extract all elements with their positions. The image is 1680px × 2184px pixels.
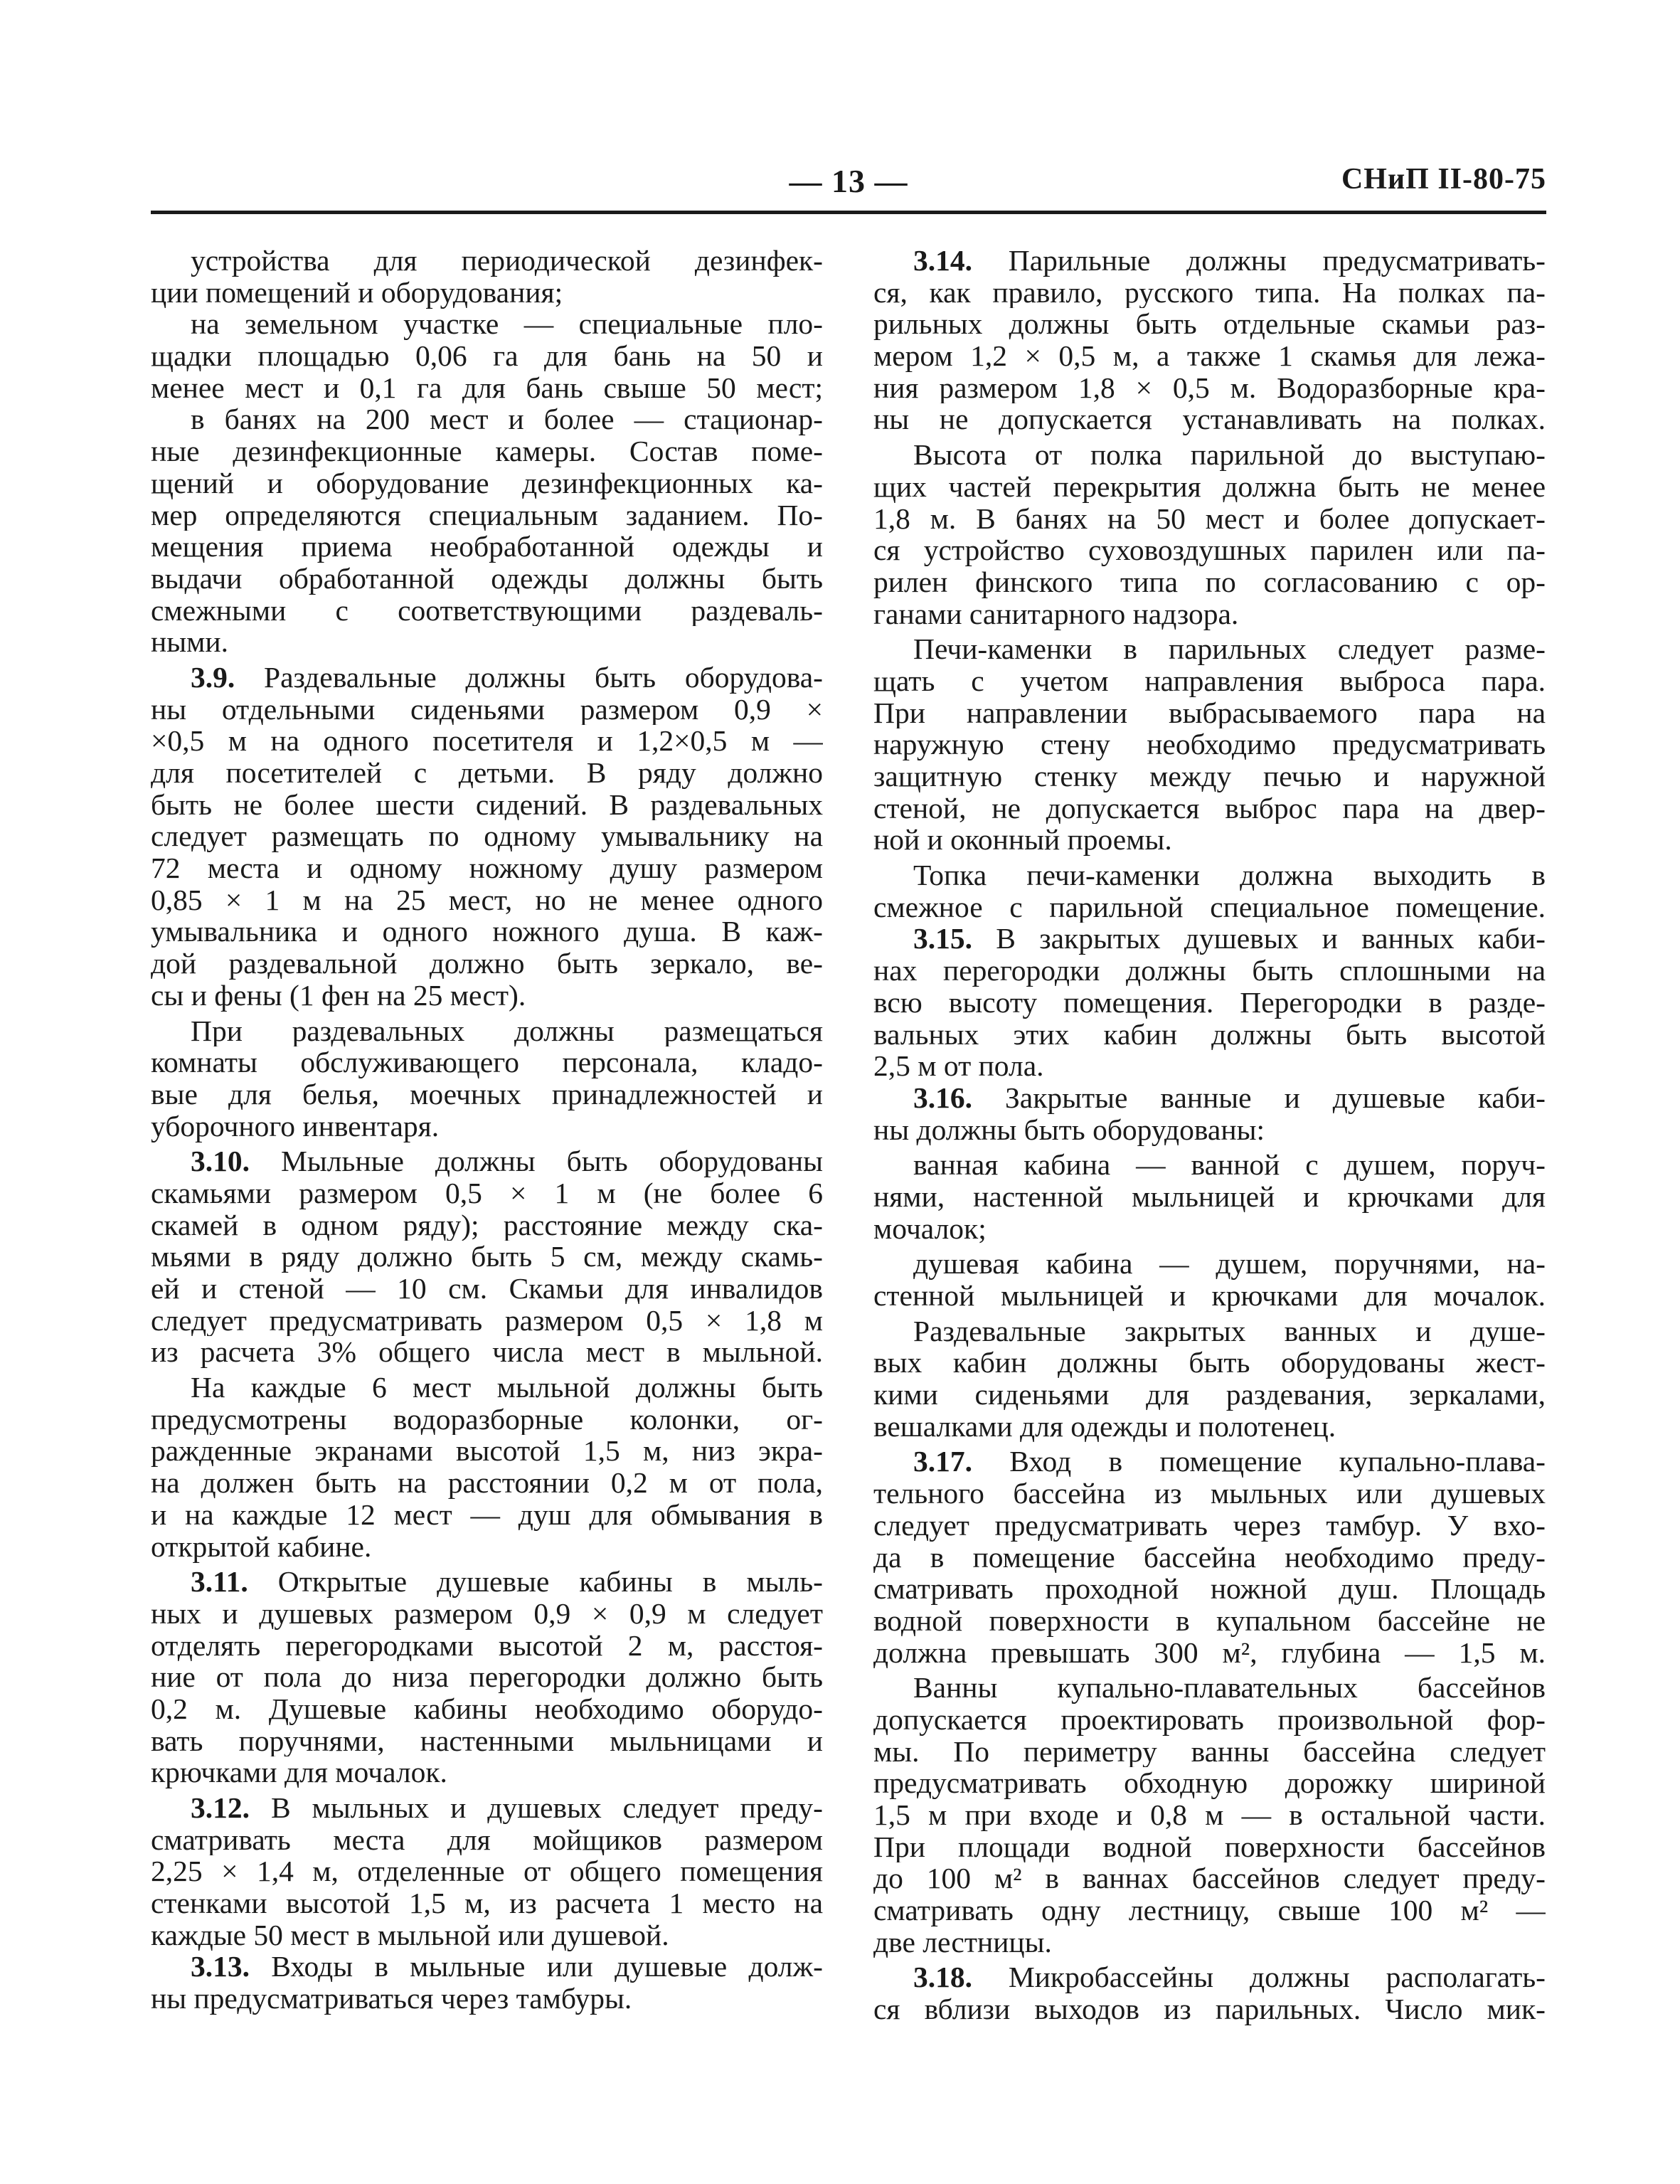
- section-number: 3.15.: [913, 923, 972, 955]
- text-line: [151, 563, 823, 595]
- line-text: На каждые 6 мест мыльной должны быть: [191, 1372, 823, 1404]
- line-text: 2,5 м от пола.: [873, 1049, 1044, 1083]
- line-text: щадки площадью 0,06 га для бань на 50 и: [151, 340, 823, 372]
- text-line: [873, 1379, 1546, 1411]
- line-text: мы. По периметру ванны бассейна следует: [873, 1735, 1546, 1768]
- text-line: [151, 1919, 823, 1951]
- line-text: При раздевальных должны размещаться: [191, 1014, 823, 1047]
- text-line: [151, 789, 823, 821]
- text-line: [151, 980, 823, 1012]
- text-line: [151, 852, 823, 884]
- section-number: 3.10.: [191, 1145, 250, 1177]
- text-line: [873, 1831, 1546, 1863]
- line-text: щений и оборудование дезинфекционных ка-: [151, 467, 823, 499]
- line-text: 0,85 × 1 м на 25 мест, но не менее одного: [151, 884, 823, 916]
- text-line: [151, 1177, 823, 1209]
- line-text: ции помещений и оборудования;: [151, 275, 563, 309]
- line-text: ся, как правило, русского типа. На полках па-: [873, 276, 1546, 309]
- text-line: [151, 1015, 823, 1047]
- text-line: [873, 1894, 1546, 1926]
- line-text: ны должны быть оборудованы:: [873, 1113, 1265, 1146]
- text-line: [873, 1736, 1546, 1768]
- line-text: ся вблизи выходов из парильных. Число мик-: [873, 1993, 1546, 2025]
- line-text: комнаты обслуживающего персонала, кладо-: [151, 1046, 823, 1078]
- text-line: [151, 308, 823, 340]
- line-text: ×0,5 м на одного посетителя и 1,2×0,5 м —: [151, 725, 823, 757]
- right-text-column: [873, 245, 1546, 2025]
- text-line: [151, 916, 823, 948]
- line-text: выдачи обработанной одежды должны быть: [151, 562, 823, 595]
- text-line: [151, 499, 823, 531]
- text-line: [873, 1672, 1546, 1704]
- page-number: — 13 —: [789, 163, 908, 199]
- line-text: следует размещать по одному умывальнику на: [151, 820, 823, 853]
- line-text: быть не более шести сидений. В раздевальных: [151, 788, 823, 821]
- line-text: ны отдельными сиденьями размером 0,9 ×: [151, 693, 823, 726]
- text-line: [151, 1693, 823, 1725]
- line-text: ны предусматриваться через тамбуры.: [151, 1982, 632, 2015]
- line-text: умывальника и одного ножного душа. В каж-: [151, 916, 823, 948]
- text-line: [873, 1280, 1546, 1312]
- line-text: следует предусматривать через тамбур. У вхо-: [873, 1509, 1546, 1542]
- line-text: Топка печи-каменки должна выходить в: [913, 859, 1546, 891]
- text-line: [151, 340, 823, 372]
- section-number: 3.9.: [191, 661, 235, 694]
- text-line: [873, 1446, 1546, 1478]
- left-text-column: [151, 245, 823, 2015]
- text-line: [873, 1248, 1546, 1280]
- line-text: уборочного инвентаря.: [151, 1109, 440, 1143]
- line-text: и на каждые 12 мест — душ для обмывания в: [151, 1498, 823, 1531]
- line-text: нах перегородки должны быть сплошными на: [873, 955, 1546, 987]
- page-header: [151, 162, 1546, 208]
- text-line: [873, 1213, 1546, 1245]
- text-line: [873, 1082, 1546, 1114]
- line-text: Открытые душевые кабины в мыль-: [248, 1566, 823, 1598]
- line-text: ражденные экранами высотой 1,5 м, низ экра-: [151, 1435, 823, 1468]
- text-line: [151, 1209, 823, 1241]
- line-text: каждые 50 мест в мыльной или душевой.: [151, 1918, 669, 1951]
- line-text: скамьями размером 0,5 × 1 м (не более 6: [151, 1177, 823, 1209]
- line-text: ния размером 1,8 × 0,5 м. Водоразборные кра-: [873, 371, 1546, 404]
- line-text: Закрытые ванные и душевые каби-: [972, 1081, 1546, 1114]
- line-text: кими сиденьями для раздевания, зеркалами,: [873, 1379, 1546, 1411]
- text-line: [151, 1273, 823, 1305]
- line-text: 1,8 м. В банях на 50 мест и более допускает-: [873, 502, 1546, 535]
- line-text: вые для белья, моечных принадлежностей и: [151, 1078, 823, 1110]
- text-line: [873, 1347, 1546, 1379]
- line-text: стеной, не допускается выброс пара на двер-: [873, 792, 1546, 825]
- text-line: [873, 859, 1546, 891]
- text-line: [151, 1404, 823, 1436]
- line-text: ной и оконный проемы.: [873, 823, 1172, 857]
- text-line: [873, 824, 1546, 856]
- text-line: [151, 372, 823, 404]
- line-text: Печи-каменки в парильных следует разме-: [913, 633, 1546, 665]
- text-line: [151, 403, 823, 435]
- line-text: душевая кабина — душем, поручнями, на-: [913, 1248, 1546, 1280]
- text-line: [151, 948, 823, 980]
- section-number: 3.16.: [913, 1081, 972, 1114]
- line-text: сы и фены (1 фен на 25 мест).: [151, 978, 526, 1012]
- line-text: мер определяются специальным заданием. По-: [151, 499, 823, 531]
- text-line: [151, 757, 823, 789]
- header-divider: [151, 211, 1546, 214]
- text-line: [873, 923, 1546, 955]
- text-line: [151, 1887, 823, 1919]
- text-line: [151, 1336, 823, 1368]
- text-line: [873, 598, 1546, 630]
- text-line: [873, 1019, 1546, 1051]
- text-line: [873, 1637, 1546, 1669]
- text-line: [873, 245, 1546, 277]
- text-line: [151, 884, 823, 916]
- line-text: 0,2 м. Душевые кабины необходимо оборудо-: [151, 1692, 823, 1725]
- line-text: стенной мыльницей и крючками для мочалок.: [873, 1280, 1546, 1312]
- text-line: [151, 1951, 823, 1983]
- line-text: на земельном участке — специальные пло-: [191, 308, 823, 341]
- line-text: щих частей перекрытия должна быть не менее: [873, 470, 1546, 503]
- line-text: смежными с соответствующими раздеваль-: [151, 594, 823, 627]
- line-text: дой раздевальной должно быть зеркало, ве-: [151, 948, 823, 980]
- section-number: 3.14.: [913, 245, 972, 277]
- line-text: до 100 м² в ваннах бассейнов следует преду-: [873, 1862, 1546, 1895]
- line-text: Ванны купально-плавательных бассейнов: [913, 1672, 1546, 1704]
- text-line: [151, 1110, 823, 1143]
- text-line: [873, 503, 1546, 535]
- text-line: [151, 1630, 823, 1662]
- line-text: рильных должны быть отдельные скамьи раз-: [873, 308, 1546, 341]
- text-line: [873, 697, 1546, 729]
- text-line: [151, 1983, 823, 2015]
- line-text: всю высоту помещения. Перегородки в разде-: [873, 986, 1546, 1019]
- text-line: [873, 760, 1546, 793]
- text-line: [873, 1704, 1546, 1736]
- line-text: смежное с парильной специальное помещение.: [873, 891, 1546, 923]
- text-line: [873, 1510, 1546, 1542]
- line-text: 2,25 × 1,4 м, отделенные от общего помещения: [151, 1855, 823, 1888]
- line-text: При направлении выбрасываемого пара на: [873, 696, 1546, 729]
- line-text: вешалками для одежды и полотенец.: [873, 1409, 1336, 1443]
- text-line: [873, 1993, 1546, 2025]
- text-line: [873, 308, 1546, 340]
- text-line: [873, 277, 1546, 309]
- text-line: [151, 1241, 823, 1273]
- text-line: [151, 1372, 823, 1404]
- text-line: [873, 1573, 1546, 1605]
- text-line: [873, 633, 1546, 665]
- text-line: [151, 531, 823, 563]
- line-text: да в помещение бассейна необходимо преду-: [873, 1541, 1546, 1574]
- text-line: [873, 439, 1546, 471]
- line-text: ны не допускается устанавливать на полках.: [873, 403, 1546, 436]
- line-text: мером 1,2 × 0,5 м, а также 1 скамья для лежа-: [873, 340, 1546, 372]
- section-number: 3.11.: [191, 1566, 248, 1598]
- line-text: сматривать проходной ножной душ. Площадь: [873, 1573, 1546, 1605]
- text-line: [151, 1499, 823, 1531]
- line-text: открытой кабине.: [151, 1530, 372, 1563]
- line-text: нями, настенной мыльницей и крючками для: [873, 1180, 1546, 1213]
- text-line: [151, 1078, 823, 1110]
- line-text: две лестницы.: [873, 1925, 1052, 1958]
- line-text: ганами санитарного надзора.: [873, 597, 1239, 630]
- text-line: [873, 728, 1546, 760]
- text-line: [151, 595, 823, 627]
- text-line: [873, 987, 1546, 1019]
- line-text: щать с учетом направления выброса пара.: [873, 664, 1546, 697]
- line-text: для посетителей с детьми. В ряду должно: [151, 757, 823, 789]
- line-text: вых кабин должны быть оборудованы жест-: [873, 1347, 1546, 1379]
- text-line: [873, 1149, 1546, 1181]
- text-line: [151, 1855, 823, 1887]
- line-text: В закрытых душевых и ванных каби-: [972, 923, 1546, 955]
- line-text: водной поверхности в купальном бассейне не: [873, 1604, 1546, 1637]
- line-text: должна превышать 300 м², глубина — 1,5 м.: [873, 1636, 1546, 1669]
- text-line: [151, 1661, 823, 1693]
- text-line: [873, 891, 1546, 923]
- text-line: [873, 1181, 1546, 1213]
- text-line: [151, 626, 823, 658]
- line-text: вать поручнями, настенными мыльницами и: [151, 1724, 823, 1757]
- section-number: 3.12.: [191, 1792, 250, 1824]
- text-line: [151, 1756, 823, 1788]
- text-line: [151, 435, 823, 467]
- text-line: [873, 1114, 1546, 1146]
- text-line: [151, 245, 823, 277]
- line-text: В мыльных и душевых следует преду-: [250, 1792, 823, 1824]
- text-line: [873, 1961, 1546, 1993]
- line-text: в банях на 200 мест и более — стационар-: [191, 403, 823, 436]
- text-line: [151, 1435, 823, 1467]
- text-line: [151, 1824, 823, 1856]
- line-text: 72 места и одному ножному душу размером: [151, 852, 823, 884]
- text-line: [873, 534, 1546, 566]
- line-text: рилен финского типа по согласованию с ор-: [873, 566, 1546, 598]
- text-line: [873, 1862, 1546, 1894]
- text-line: [873, 340, 1546, 372]
- line-text: мьями в ряду должно быть 5 см, между скамь-: [151, 1241, 823, 1273]
- text-line: [873, 1926, 1546, 1958]
- line-text: Раздевальные закрытых ванных и душе-: [913, 1315, 1546, 1347]
- text-line: [873, 403, 1546, 435]
- line-text: ся устройство суховоздушных парилен или па-: [873, 534, 1546, 566]
- line-text: Мыльные должны быть оборудованы: [250, 1145, 823, 1177]
- text-line: [151, 1467, 823, 1499]
- text-line: [873, 1411, 1546, 1443]
- section-number: 3.17.: [913, 1446, 972, 1478]
- text-line: [873, 1542, 1546, 1574]
- line-text: следует предусматривать размером 0,5 × 1,8 м: [151, 1304, 823, 1337]
- text-line: [151, 1145, 823, 1177]
- line-text: мещения приема необработанной одежды и: [151, 531, 823, 563]
- text-line: [151, 1305, 823, 1337]
- line-text: Входы в мыльные или душевые долж-: [250, 1951, 823, 1983]
- text-line: [151, 820, 823, 852]
- line-text: ные дезинфекционные камеры. Состав поме-: [151, 435, 823, 467]
- line-text: мочалок;: [873, 1212, 987, 1245]
- text-line: [873, 1799, 1546, 1831]
- line-text: Микробассейны должны располагать-: [972, 1961, 1546, 1994]
- line-text: из расчета 3% общего числа мест в мыльной.: [151, 1336, 823, 1369]
- line-text: защитную стенку между печью и наружной: [873, 760, 1546, 793]
- line-text: Раздевальные должны быть оборудова-: [235, 661, 823, 694]
- line-text: допускается проектировать произвольной фор-: [873, 1703, 1546, 1736]
- line-text: предусматривать обходную дорожку шириной: [873, 1767, 1546, 1799]
- text-line: [151, 1566, 823, 1598]
- text-line: [873, 1605, 1546, 1637]
- line-text: менее мест и 0,1 га для бань свыше 50 мест;: [151, 371, 823, 404]
- text-line: [151, 1725, 823, 1757]
- section-number: 3.18.: [913, 1961, 972, 1994]
- text-line: [151, 467, 823, 499]
- line-text: При площади водной поверхности бассейнов: [873, 1830, 1546, 1863]
- text-line: [873, 955, 1546, 987]
- text-line: [151, 1531, 823, 1563]
- document-code: СНиП II-80-75: [1341, 163, 1546, 196]
- line-text: ных и душевых размером 0,9 × 0,9 м следует: [151, 1597, 823, 1630]
- text-line: [873, 1050, 1546, 1082]
- text-line: [151, 1046, 823, 1078]
- line-text: стенками высотой 1,5 м, из расчета 1 место на: [151, 1887, 823, 1919]
- line-text: устройства для периодической дезинфек-: [191, 245, 823, 277]
- text-line: [151, 725, 823, 757]
- text-line: [873, 372, 1546, 404]
- text-line: [873, 665, 1546, 697]
- text-line: [873, 1767, 1546, 1799]
- text-line: [151, 662, 823, 694]
- line-text: наружную стену необходимо предусматривать: [873, 728, 1546, 760]
- line-text: ванная кабина — ванной с душем, поруч-: [913, 1149, 1546, 1181]
- text-line: [873, 566, 1546, 598]
- line-text: тельного бассейна из мыльных или душевых: [873, 1478, 1546, 1510]
- text-line: [151, 694, 823, 726]
- line-text: на должен быть на расстоянии 0,2 м от пола,: [151, 1467, 823, 1499]
- line-text: Вход в помещение купально-плава-: [972, 1446, 1546, 1478]
- line-text: Высота от полка парильной до выступаю-: [913, 439, 1546, 471]
- line-text: крючками для мочалок.: [151, 1756, 447, 1789]
- text-line: [151, 1598, 823, 1630]
- text-line: [873, 471, 1546, 503]
- text-line: [873, 1315, 1546, 1347]
- line-text: ными.: [151, 625, 228, 659]
- line-text: ние от пола до низа перегородки должно быть: [151, 1661, 823, 1693]
- line-text: ей и стеной — 10 см. Скамьи для инвалидов: [151, 1273, 823, 1305]
- section-number: 3.13.: [191, 1951, 250, 1983]
- line-text: вальных этих кабин должны быть высотой: [873, 1018, 1546, 1051]
- line-text: предусмотрены водоразборные колонки, ог-: [151, 1403, 823, 1436]
- line-text: скамей в одном ряду); расстояние между ска-: [151, 1209, 823, 1241]
- line-text: Парильные должны предусматривать-: [972, 245, 1546, 277]
- line-text: 1,5 м при входе и 0,8 м — в остальной части.: [873, 1799, 1546, 1831]
- line-text: сматривать места для мойщиков размером: [151, 1823, 823, 1856]
- line-text: отделять перегородками высотой 2 м, расстоя-: [151, 1629, 823, 1662]
- text-line: [151, 277, 823, 309]
- line-text: сматривать одну лестницу, свыше 100 м² —: [873, 1894, 1546, 1926]
- text-line: [151, 1792, 823, 1824]
- text-line: [873, 793, 1546, 825]
- text-line: [873, 1478, 1546, 1510]
